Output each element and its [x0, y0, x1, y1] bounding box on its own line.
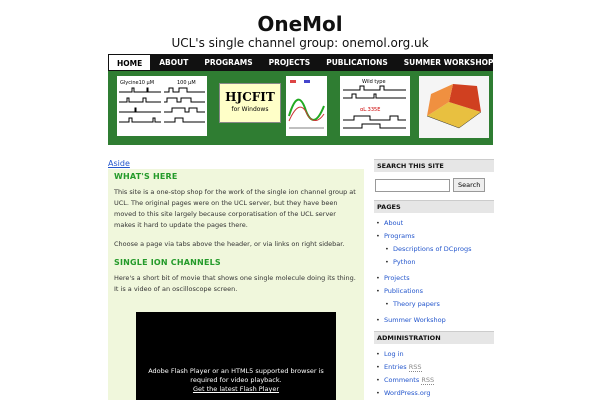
pages-heading: PAGES: [374, 200, 494, 213]
main-nav: [108, 54, 493, 71]
header-banner: [108, 71, 493, 145]
nav-about[interactable]: ABOUT: [159, 58, 189, 67]
heading-single-ion-channels: SINGLE ION CHANNELS: [114, 258, 221, 267]
traces-graphic: [117, 76, 207, 136]
video-message: Adobe Flash Player or an HTML5 supported browser is required for video playback.: [148, 367, 324, 384]
nav-summer-workshop[interactable]: SUMMER WORKSHOP: [403, 58, 494, 67]
search-heading: SEARCH THIS SITE: [374, 159, 494, 172]
admin-list: [374, 344, 494, 400]
hjcfit-panel: [219, 83, 281, 123]
comments-rss-abbr: RSS: [421, 376, 435, 384]
aside-link[interactable]: Aside: [108, 159, 130, 168]
wildtype-label: Wild type: [362, 79, 386, 85]
login-link[interactable]: Log in: [384, 350, 404, 358]
search-form: [375, 178, 494, 192]
intro-paragraph: This site is a one-stop shop for the work of the single ion channel group at UCL. The original pages were on the UCL server, but they have been moved to this site largely because corporatisation of the UCL server makes it hard to update the pages there.: [114, 188, 356, 229]
page-link-python[interactable]: Python: [393, 258, 416, 266]
page-link-projects[interactable]: Projects: [384, 274, 410, 282]
page-link-summer-workshop[interactable]: Summer Workshop: [384, 316, 446, 324]
comments-rss-link[interactable]: Comments: [384, 376, 420, 384]
wordpress-link[interactable]: WordPress.org: [384, 389, 431, 397]
page-link-publications[interactable]: Publications: [384, 287, 424, 295]
heading-whats-here: WHAT'S HERE: [114, 172, 178, 181]
entries-rss-abbr: RSS: [408, 363, 422, 371]
nav-programs[interactable]: PROGRAMS: [204, 58, 253, 67]
page-link-about[interactable]: About: [384, 219, 404, 227]
nav-publications[interactable]: PUBLICATIONS: [326, 58, 388, 67]
entries-rss-link[interactable]: Entries: [384, 363, 407, 371]
video-player[interactable]: [136, 312, 336, 400]
page-link-programs[interactable]: Programs: [384, 232, 415, 240]
nav-projects[interactable]: PROJECTS: [268, 58, 311, 67]
nav-home[interactable]: HOME: [108, 54, 151, 71]
header-surface-panel: [419, 76, 489, 138]
alpha-label: αL.335E: [360, 107, 381, 113]
site-description: UCL's single channel group: onemol.org.uk: [171, 36, 429, 50]
search-button[interactable]: Search: [453, 178, 485, 192]
wildtype-graphic: [340, 76, 410, 136]
header-wildtype-panel: [340, 76, 410, 136]
movie-description: Here's a short bit of movie that shows one single molecule doing its thing. It is a video of an oscilloscope screen.: [114, 274, 356, 293]
pages-list: [374, 213, 494, 331]
search-input[interactable]: [375, 179, 450, 192]
page-link-theory-papers[interactable]: Theory papers: [393, 300, 440, 308]
site-title[interactable]: OneMol: [257, 12, 343, 36]
hjcfit-subtitle: for Windows: [231, 106, 269, 113]
main-content: [108, 169, 364, 400]
page-link-dcprogs[interactable]: Descriptions of DCprogs: [393, 245, 472, 253]
navigation-hint: Choose a page via tabs above the header, or via links on right sidebar.: [114, 240, 345, 248]
conc-label: 100 µM: [177, 80, 196, 86]
header-traces-panel: [117, 76, 207, 136]
glycine-label: Glycine10 µM: [120, 80, 155, 86]
admin-heading: ADMINISTRATION: [374, 331, 494, 344]
surface-graphic: [419, 76, 489, 138]
header-curves-panel: [286, 76, 327, 136]
sidebar: [374, 159, 494, 400]
flash-player-link[interactable]: Get the latest Flash Player: [192, 385, 280, 393]
hjcfit-title: HJCFIT: [225, 90, 275, 104]
curves-graphic: [286, 76, 327, 136]
